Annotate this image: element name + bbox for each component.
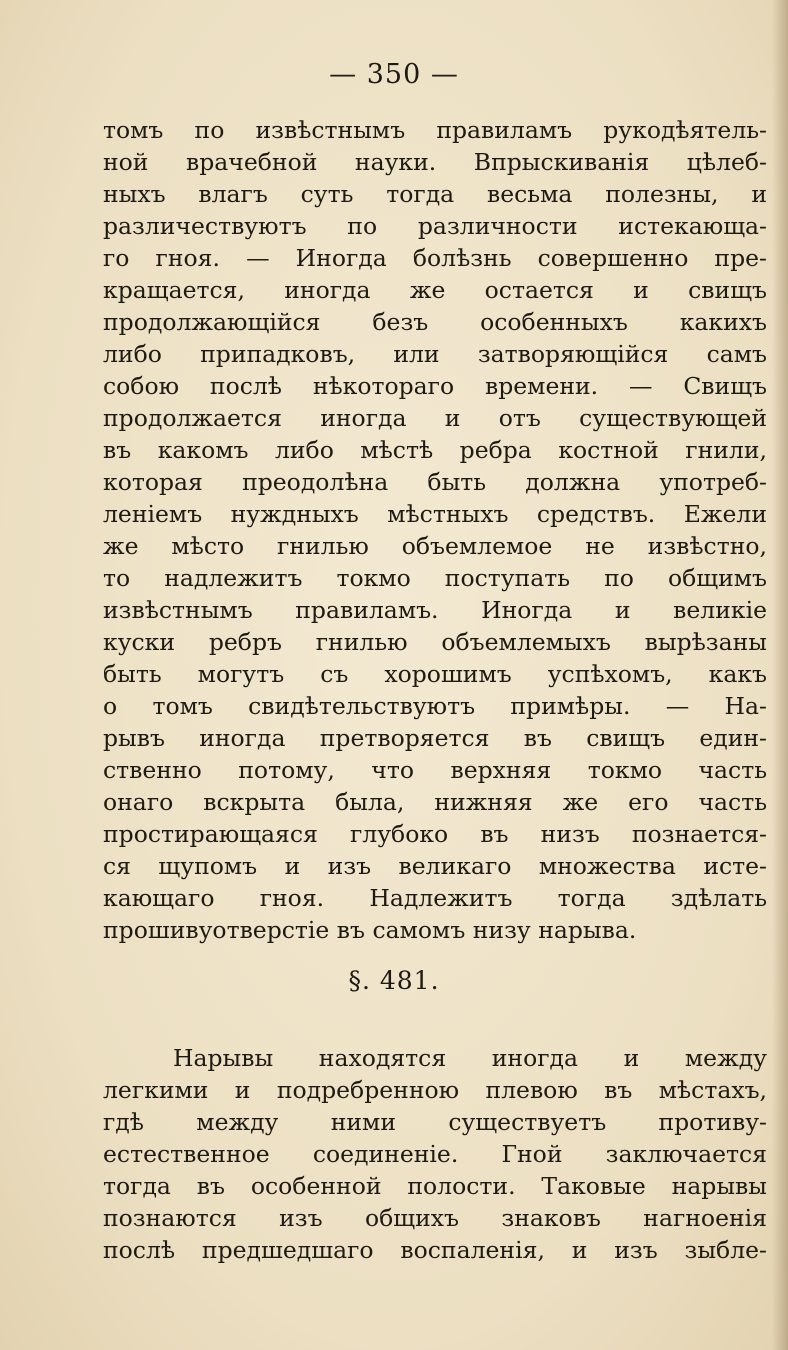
text-line: легкими и подребренною плевою въ мѣстахъ,: [103, 1076, 767, 1104]
text-line: рывъ иногда претворяется въ свищъ един-: [103, 724, 767, 752]
text-line: познаются изъ общихъ знаковъ нагноенія: [103, 1204, 767, 1232]
text-line: леніемъ нуждныхъ мѣстныхъ средствъ. Ежели: [103, 500, 767, 528]
page-edge-shadow: [772, 0, 788, 1350]
text-line: прошивуотверстіе въ самомъ низу нарыва.: [103, 916, 637, 944]
text-line: кращается, иногда же остается и свищъ: [103, 276, 767, 304]
text-line: куски ребръ гнилью объемлемыхъ вырѣзаны: [103, 628, 767, 656]
text-line: извѣстнымъ правиламъ. Иногда и великіе: [103, 596, 767, 624]
text-line: естественное соединеніе. Гной заключается: [103, 1140, 767, 1168]
text-line: о томъ свидѣтельствуютъ примѣры. — На-: [103, 692, 767, 720]
text-line: ственно потому, что верхняя токмо часть: [103, 756, 767, 784]
text-line: кающаго гноя. Надлежитъ тогда здѣлать: [103, 884, 767, 912]
text-line: которая преодолѣна быть должна употреб-: [103, 468, 767, 496]
text-line: го гноя. — Иногда болѣзнь совершенно пре-: [103, 244, 767, 272]
text-line: простирающаяся глубоко въ низъ познается-: [103, 820, 767, 848]
text-line: гдѣ между ними существуетъ противу-: [103, 1108, 767, 1136]
text-line: собою послѣ нѣкотораго времени. — Свищъ: [103, 372, 767, 400]
page-number: — 350 —: [329, 59, 459, 90]
text-line: продолжается иногда и отъ существующей: [103, 404, 767, 432]
text-line: ныхъ влагъ суть тогда весьма полезны, и: [103, 180, 767, 208]
text-line: быть могутъ съ хорошимъ успѣхомъ, какъ: [103, 660, 767, 688]
paragraph-section-481: [103, 1042, 767, 1266]
text-line: то надлежитъ токмо поступать по общимъ: [103, 564, 767, 592]
text-line: продолжающійся безъ особенныхъ какихъ: [103, 308, 767, 336]
text-line: Нарывы находятся иногда и между: [173, 1044, 767, 1072]
text-line: ся щупомъ и изъ великаго множества исте-: [103, 852, 767, 880]
text-line: либо припадковъ, или затворяющійся самъ: [103, 340, 767, 368]
text-line: ной врачебной науки. Впрыскиванія цѣлеб-: [103, 148, 767, 176]
text-line: томъ по извѣстнымъ правиламъ рукодѣятель-: [103, 116, 767, 144]
text-line: же мѣсто гнилью объемлемое не извѣстно,: [103, 532, 767, 560]
text-line: тогда въ особенной полости. Таковые нарывы: [103, 1172, 767, 1200]
text-line: онаго вскрыта была, нижняя же его часть: [103, 788, 767, 816]
text-line: различествуютъ по различности истекающа-: [103, 212, 767, 240]
paragraph-main: [103, 114, 767, 946]
text-line: послѣ предшедшаго воспаленія, и изъ зыбле-: [103, 1236, 767, 1264]
section-heading: §. 481.: [348, 966, 440, 995]
text-line: въ какомъ либо мѣстѣ ребра костной гнили,: [103, 436, 767, 464]
